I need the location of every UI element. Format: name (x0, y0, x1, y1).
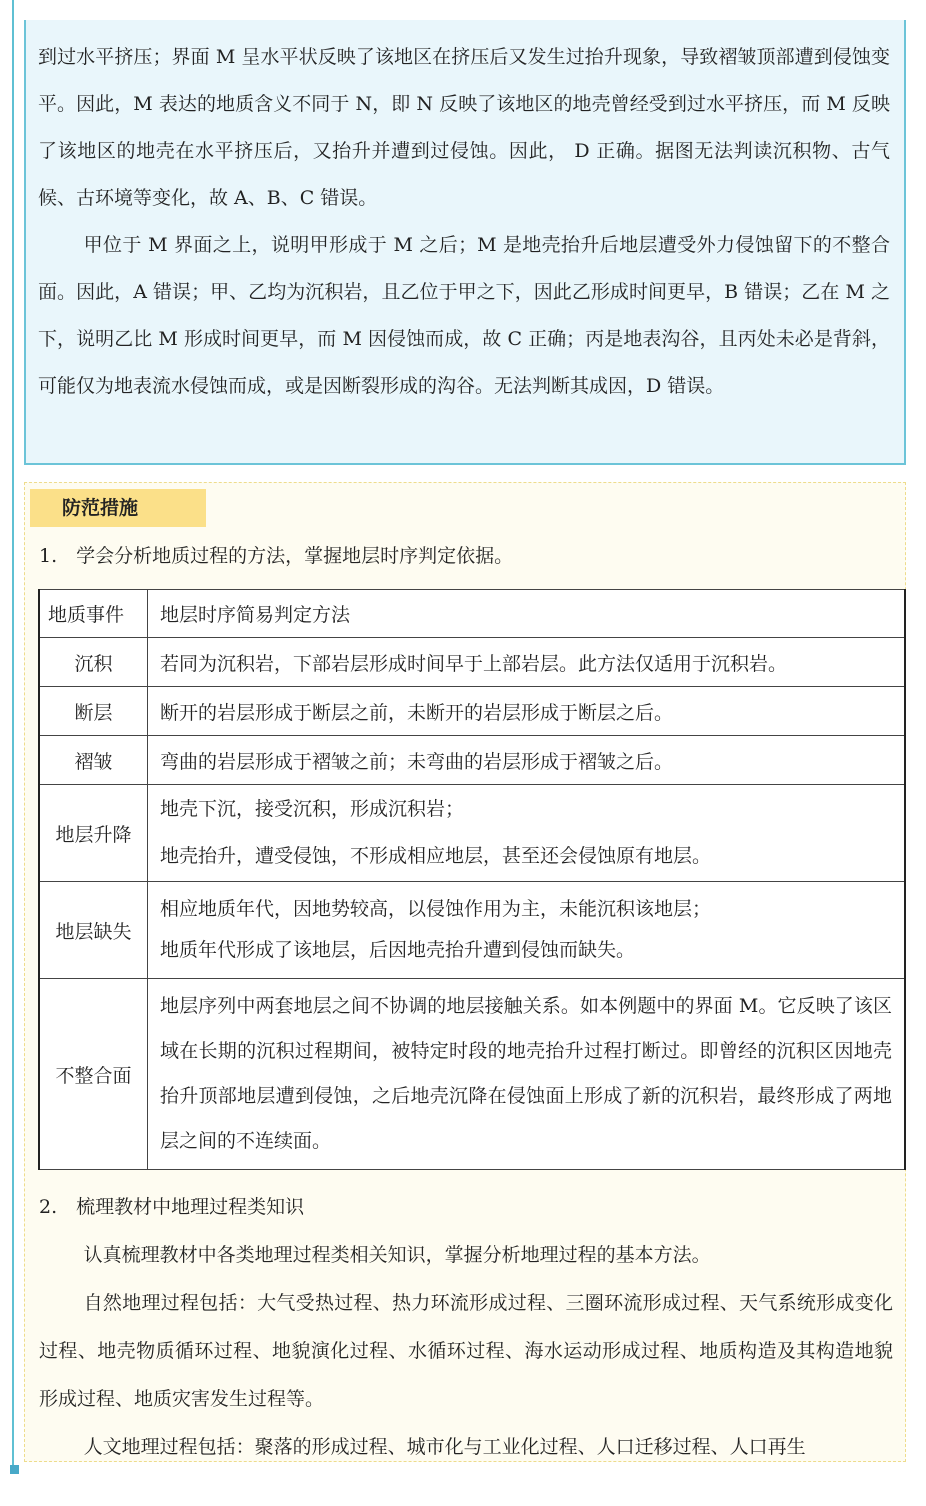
event-cell: 褶皱 (39, 736, 148, 785)
event-cell: 断层 (39, 687, 148, 736)
point-2-heading: 2. 梳理教材中地理过程类知识 (39, 1196, 305, 1218)
point-2-paragraph-3: 人文地理过程包括：聚落的形成过程、城市化与工业化过程、人口迁移过程、人口再生 (83, 1436, 806, 1458)
method-cell (148, 687, 906, 736)
method-cell (148, 785, 906, 882)
point-2-paragraph-1: 认真梳理教材中各类地理过程类相关知识，掌握分析地理过程的基本方法。 (83, 1244, 711, 1266)
method-line: 地壳抬升，遭受侵蚀，不形成相应地层，甚至还会侵蚀原有地层。 (160, 845, 712, 867)
table-row (39, 979, 905, 1170)
analysis-box (24, 20, 906, 465)
analysis-paragraph-2: 甲位于 M 界面之上，说明甲形成于 M 之后；M 是地壳抬升后地层遭受外力侵蚀留下的不整合面。因此，A 错误；甲、乙均为沉积岩，且乙位于甲之下，因此乙形成时间更早，B 错误；乙在 M 之下，说明乙比 M 形成时间更早，而 M 因侵蚀而成，故 C 正确；丙是地表沟谷，且丙处未必是背斜，可能仅为地表流水侵蚀而成，或是因断裂形成的沟谷。无法判断其成因，D 错误。 (38, 234, 890, 397)
table-row (39, 638, 905, 687)
method-line: 弯曲的岩层形成于褶皱之前；未弯曲的岩层形成于褶皱之后。 (160, 750, 674, 773)
event-cell: 不整合面 (39, 979, 148, 1170)
method-line: 地壳下沉，接受沉积，形成沉积岩； (160, 798, 465, 820)
point-2-paragraph-2: 自然地理过程包括：大气受热过程、热力环流形成过程、三圈环流形成过程、天气系统形成变化过程、地壳物质循环过程、地貌演化过程、水循环过程、海水运动形成过程、地质构造及其构造地貌形成过程、地质灾害发生过程等。 (39, 1292, 893, 1410)
method-line: 地质年代形成了该地层，后因地壳抬升遭到侵蚀而缺失。 (160, 939, 636, 961)
table-header-row (39, 590, 905, 638)
analysis-paragraph-1: 到过水平挤压；界面 M 呈水平状反映了该地区在挤压后又发生过抬升现象，导致褶皱顶部遭到侵蚀变平。因此，M 表达的地质含义不同于 N，即 N 反映了该地区的地壳曾经受到过水平挤压，而 M 反映了该地区的地壳在水平挤压后，又抬升并遭到过侵蚀。因此， D 正确。据图无法判读沉积物、古气候、古环境等变化，故 A、B、C 错误。 (38, 46, 890, 209)
left-border-marker (10, 1465, 19, 1474)
method-line: 地层序列中两套地层之间不协调的地层接触关系。如本例题中的界面 M。它反映了该区域在长期的沉积过程期间，被特定时段的地壳抬升过程打断过。即曾经的沉积区因地壳抬升顶部地层遭到侵蚀，之后地壳沉降在侵蚀面上形成了新的沉积岩，最终形成了两地层之间的不连续面。 (160, 995, 892, 1152)
method-line: 相应地质年代，因地势较高，以侵蚀作用为主，未能沉积该地层； (160, 898, 712, 920)
point-1-heading: 1. 学会分析地质过程的方法，掌握地层时序判定依据。 (39, 545, 514, 567)
method-cell (148, 979, 906, 1170)
table-row (39, 785, 905, 882)
method-line: 断开的岩层形成于断层之前，未断开的岩层形成于断层之后。 (160, 701, 674, 724)
measures-tag: 防范措施 (30, 489, 206, 527)
measures-box (24, 482, 906, 1462)
table-row (39, 882, 905, 979)
event-cell: 沉积 (39, 638, 148, 687)
event-cell: 地层升降 (39, 785, 148, 882)
method-line: 若同为沉积岩，下部岩层形成时间早于上部岩层。此方法仅适用于沉积岩。 (160, 652, 788, 675)
header-method: 地层时序简易判定方法 (148, 590, 906, 638)
method-cell (148, 638, 906, 687)
method-cell (148, 882, 906, 979)
header-event: 地质事件 (39, 590, 148, 638)
event-cell: 地层缺失 (39, 882, 148, 979)
table-row (39, 736, 905, 785)
stratigraphy-method-table (38, 589, 906, 1170)
method-cell (148, 736, 906, 785)
table-row (39, 687, 905, 736)
left-border-line (12, 0, 14, 1470)
point-2-section (39, 1183, 893, 1471)
